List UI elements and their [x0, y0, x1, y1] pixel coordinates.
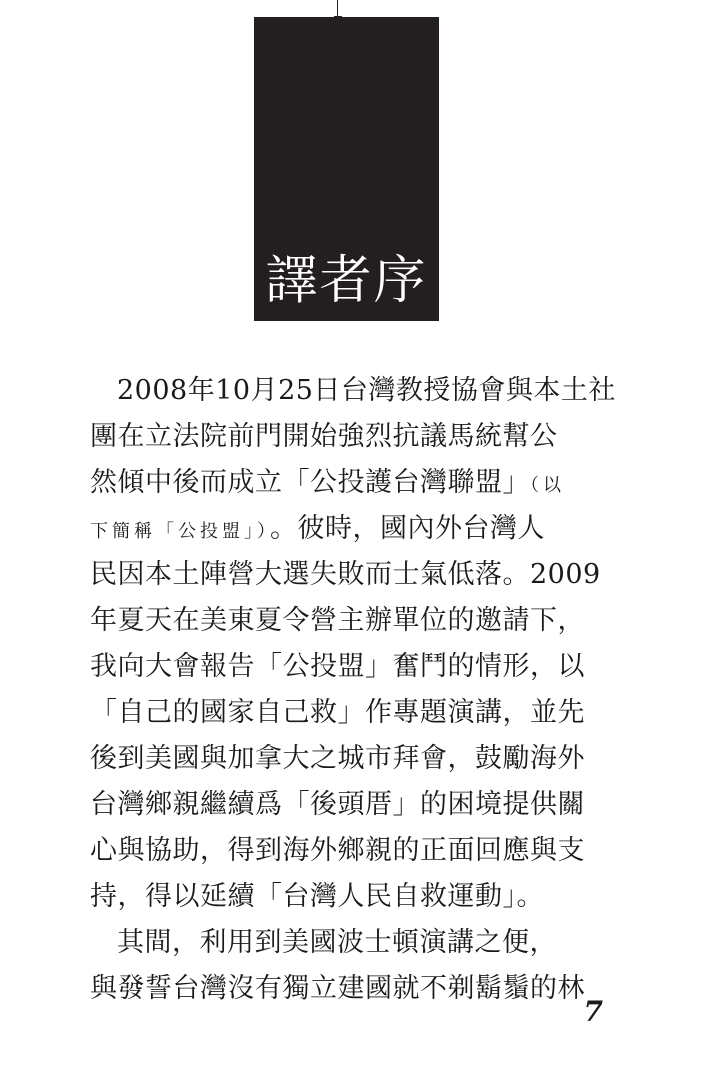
text-line: 民因本土陣營大選失敗而士氣低落。2009: [90, 559, 601, 590]
page-number: 7: [583, 995, 603, 1028]
text-line: [90, 460, 610, 506]
title-block: [254, 17, 439, 321]
text-line: [90, 506, 610, 552]
text-line: 團在立法院前門開始強烈抗議馬統幫公: [90, 421, 558, 452]
text-line: 2008年10月25日台灣教授協會與本土社: [117, 375, 616, 406]
text-line: 心與協助，得到海外鄉親的正面回應與支: [90, 835, 585, 866]
text-cursor-icon: [334, 0, 342, 18]
text-line: 持，得以延續「台灣人民自救運動」。: [90, 881, 544, 912]
text-line: 與發誓台灣沒有獨立建國就不剃鬍鬚的林: [90, 973, 585, 1004]
cursor-stem: [337, 0, 338, 16]
text-line: 其間，利用到美國波士頓演講之便，: [117, 927, 557, 958]
text-line: 後到美國與加拿大之城市拜會，鼓勵海外: [90, 743, 585, 774]
text-line: 台灣鄉親繼續爲「後頭厝」的困境提供關: [90, 789, 585, 820]
text-segment: 然傾中後而成立「公投護台灣聯盟」: [90, 467, 530, 498]
body-text: [90, 368, 616, 1012]
page-title: 譯者序: [265, 251, 428, 311]
text-line: 「自己的國家自己救」作專題演講，並先: [90, 697, 585, 728]
small-text-segment: （以: [530, 475, 565, 496]
small-text-segment: 下簡稱「公投盟」）: [90, 521, 270, 542]
text-line: 年夏天在美東夏令營主辦單位的邀請下，: [90, 605, 585, 636]
text-line: 我向大會報告「公投盟」奮鬥的情形，以: [90, 651, 585, 682]
text-segment: 。彼時，國內外台灣人: [270, 513, 545, 544]
